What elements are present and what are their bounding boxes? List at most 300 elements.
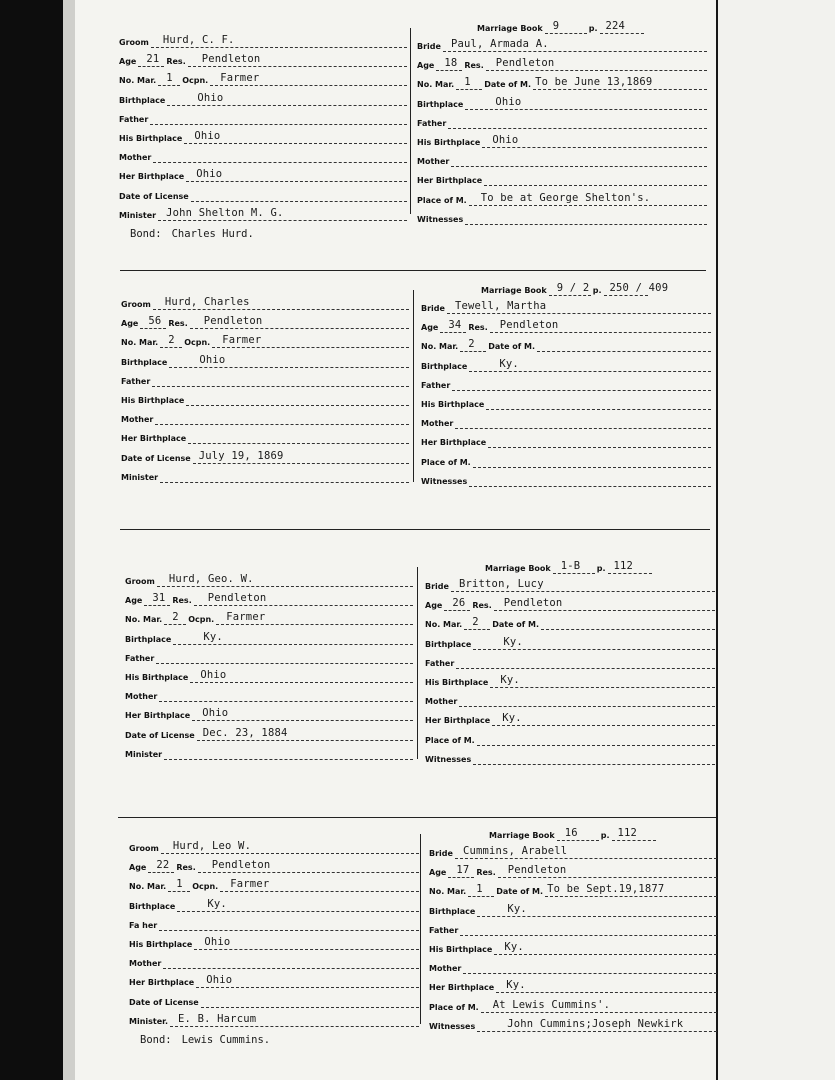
bride-witnesses-value: John Cummins;Joseph Newkirk	[507, 1017, 684, 1030]
bride-his-birthplace-label: His Birthplace	[429, 945, 493, 954]
bond-note	[130, 228, 254, 240]
groom-date-of-license-label: Date of License	[121, 453, 191, 463]
groom-name-line	[153, 297, 409, 310]
groom-date-of-license-label: Date of License	[129, 997, 199, 1007]
bride-birthplace-line	[473, 637, 715, 650]
groom-his-birthplace-label: His Birthplace	[119, 134, 183, 143]
groom-her-birthplace-line	[188, 431, 409, 444]
groom-mother-row	[129, 955, 419, 969]
bride-age-row	[425, 597, 715, 611]
bride-age-row	[421, 319, 711, 333]
bride-name-line	[443, 39, 707, 52]
bride-birthplace-label: Birthplace	[421, 361, 468, 371]
groom-name-label: Groom	[121, 300, 151, 309]
page-value: 250 / 409	[609, 282, 669, 294]
groom-father-label: Fa her	[129, 920, 158, 930]
marriage-book-label: Marriage Book	[477, 24, 543, 33]
bride-father-line	[460, 923, 717, 936]
groom-her-birthplace-row	[121, 430, 409, 444]
groom-date-of-license-row	[119, 188, 407, 202]
bride-father-label: Father	[429, 925, 459, 935]
bride-mother-line	[463, 961, 717, 974]
bride-age-label: Age	[421, 323, 439, 333]
page-line	[608, 561, 652, 574]
groom-no-mar-label-2: Ocpn.	[182, 76, 209, 86]
bride-father-row	[417, 115, 707, 129]
groom-father-line	[152, 374, 409, 387]
groom-age-label: Age	[125, 596, 143, 606]
bride-father-label: Father	[417, 118, 447, 128]
bond-value: Lewis Cummins.	[181, 1034, 271, 1046]
column-divider	[417, 567, 418, 759]
groom-no-mar-line-2	[212, 335, 409, 348]
groom-name-row	[119, 34, 407, 48]
bride-witnesses-label: Witnesses	[417, 214, 464, 224]
bride-her-birthplace-row	[421, 434, 711, 448]
bride-place-of-m-label: Place of M.	[417, 195, 467, 205]
groom-father-line	[150, 112, 407, 125]
groom-date-of-license-label: Date of License	[125, 730, 195, 740]
bride-place-of-m-line	[469, 193, 707, 206]
column-divider	[410, 28, 411, 214]
groom-his-birthplace-line	[184, 131, 407, 144]
groom-age-line	[148, 860, 174, 873]
card-separator	[118, 817, 716, 818]
page-value: 112	[613, 560, 634, 572]
groom-age-value: 31	[152, 592, 166, 605]
bride-birthplace-label: Birthplace	[417, 99, 464, 109]
groom-birthplace-value: Ky.	[203, 630, 223, 643]
bride-age-label: Age	[429, 868, 447, 878]
groom-birthplace-line	[173, 632, 413, 645]
bride-name-value: Tewell, Martha	[454, 300, 547, 312]
groom-date-of-license-row	[129, 994, 419, 1008]
marriage-book-line	[545, 21, 587, 34]
bride-place-of-m-row	[421, 454, 711, 468]
groom-age-label: Age	[129, 863, 147, 873]
groom-birthplace-label: Birthplace	[121, 357, 168, 367]
marriage-book-value: 9 / 2	[556, 282, 590, 294]
sheet-edge	[716, 0, 718, 1080]
bride-her-birthplace-value: Ky.	[506, 979, 526, 992]
groom-no-mar-value: 2	[168, 334, 175, 347]
groom-no-mar-line-2	[210, 73, 407, 86]
groom-her-birthplace-label: Her Birthplace	[125, 711, 191, 721]
bride-name-value: Cummins, Arabell	[462, 845, 568, 857]
groom-her-birthplace-label: Her Birthplace	[119, 172, 185, 182]
bride-her-birthplace-line	[484, 173, 707, 186]
groom-age-label-2: Res.	[172, 596, 192, 606]
bride-no-mar-line-2	[541, 617, 715, 630]
groom-her-birthplace-line	[186, 169, 407, 182]
bride-name-value: Paul, Armada A.	[450, 38, 549, 50]
film-border	[0, 0, 63, 1080]
groom-minister-label: Minister	[125, 749, 163, 759]
bride-name-line	[447, 301, 711, 314]
bride-witnesses-label: Witnesses	[425, 754, 472, 764]
groom-no-mar-value-2: Farmer	[226, 611, 266, 624]
groom-birthplace-value: Ohio	[199, 353, 226, 366]
bride-his-birthplace-line	[482, 135, 707, 148]
bride-no-mar-value: 1	[476, 883, 483, 896]
groom-age-label: Age	[121, 319, 139, 329]
page-label: p.	[596, 564, 606, 573]
groom-his-birthplace-row	[125, 669, 413, 683]
groom-no-mar-line-2	[216, 612, 413, 625]
bride-birthplace-value: Ky.	[507, 902, 527, 915]
column-divider	[413, 290, 414, 482]
groom-father-row	[129, 917, 419, 931]
groom-name-label: Groom	[129, 844, 159, 853]
marriage-book-row	[477, 20, 677, 34]
groom-date-of-license-line	[193, 451, 409, 464]
bride-age-value: 34	[448, 319, 462, 332]
bride-place-of-m-line	[481, 1000, 717, 1013]
groom-minister-line	[164, 747, 413, 760]
groom-birthplace-row	[119, 92, 407, 106]
groom-mother-label: Mother	[121, 415, 154, 425]
page-label: p.	[588, 24, 598, 33]
bride-age-row	[429, 864, 717, 878]
groom-her-birthplace-label: Her Birthplace	[121, 434, 187, 444]
page-line	[600, 21, 644, 34]
bride-mother-row	[429, 960, 717, 974]
bride-age-label: Age	[417, 61, 435, 71]
bride-his-birthplace-line	[494, 942, 717, 955]
groom-no-mar-label-2: Ocpn.	[192, 882, 219, 892]
groom-minister-line	[158, 208, 407, 221]
bride-father-row	[429, 922, 717, 936]
marriage-book-line	[553, 561, 595, 574]
groom-father-line	[156, 651, 413, 664]
groom-age-label-2: Res.	[176, 863, 196, 873]
groom-no-mar-label: No. Mar.	[125, 615, 163, 625]
bride-mother-line	[451, 154, 707, 167]
bride-place-of-m-value: At Lewis Cummins'.	[492, 998, 611, 1011]
film-margin	[63, 0, 75, 1080]
bride-witnesses-line	[465, 212, 707, 225]
bride-no-mar-row	[425, 616, 715, 630]
bride-birthplace-value: Ky.	[503, 635, 523, 648]
groom-name-line	[161, 841, 419, 854]
bride-no-mar-label: No. Mar.	[421, 342, 459, 352]
bride-place-of-m-line	[473, 455, 711, 468]
bride-his-birthplace-row	[429, 941, 717, 955]
bride-birthplace-label: Birthplace	[429, 906, 476, 916]
bride-name-label: Bride	[425, 582, 449, 591]
groom-his-birthplace-label: His Birthplace	[129, 940, 193, 949]
groom-his-birthplace-label: His Birthplace	[121, 396, 185, 405]
marriage-book-row	[485, 560, 685, 574]
bride-age-line	[448, 865, 474, 878]
bride-no-mar-label: No. Mar.	[425, 620, 463, 630]
groom-no-mar-label: No. Mar.	[119, 76, 157, 86]
bride-mother-label: Mother	[429, 964, 462, 974]
bride-name-label: Bride	[429, 849, 453, 858]
groom-minister-value: E. B. Harcum	[178, 1012, 257, 1025]
bride-mother-label: Mother	[425, 697, 458, 707]
bride-her-birthplace-line	[496, 980, 717, 993]
bride-age-label-2: Res.	[476, 868, 496, 878]
groom-age-line-2	[198, 860, 419, 873]
groom-no-mar-label-2: Ocpn.	[184, 338, 211, 348]
groom-his-birthplace-row	[129, 936, 419, 950]
page-line	[612, 828, 656, 841]
bride-no-mar-line	[456, 77, 482, 90]
groom-minister-row	[129, 1013, 419, 1027]
groom-no-mar-label: No. Mar.	[121, 338, 159, 348]
bride-her-birthplace-label: Her Birthplace	[417, 176, 483, 186]
bride-birthplace-line	[469, 359, 711, 372]
bride-her-birthplace-value: Ky.	[502, 712, 522, 725]
bride-place-of-m-row	[425, 732, 715, 746]
bride-father-row	[425, 655, 715, 669]
groom-birthplace-row	[125, 631, 413, 645]
bride-birthplace-row	[421, 358, 711, 372]
groom-age-value: 56	[148, 315, 162, 328]
bride-father-label: Father	[421, 380, 451, 390]
bride-age-label-2: Res.	[472, 601, 492, 611]
bride-age-line	[444, 598, 470, 611]
marriage-book-label: Marriage Book	[485, 564, 551, 573]
marriage-book-value: 16	[564, 827, 578, 839]
bride-her-birthplace-line	[492, 713, 715, 726]
groom-father-label: Father	[125, 653, 155, 663]
bride-mother-row	[417, 153, 707, 167]
groom-his-birthplace-line	[194, 937, 419, 950]
groom-no-mar-row	[121, 334, 409, 348]
column-divider	[420, 834, 421, 1024]
card-separator	[120, 529, 710, 530]
bride-age-line	[440, 320, 466, 333]
groom-father-line	[159, 918, 419, 931]
groom-date-of-license-row	[121, 450, 409, 464]
bond-note	[140, 1034, 270, 1046]
bride-place-of-m-label: Place of M.	[425, 735, 475, 745]
bride-his-birthplace-value: Ky.	[500, 674, 520, 686]
groom-mother-label: Mother	[119, 153, 152, 163]
groom-her-birthplace-value: Ohio	[196, 168, 223, 181]
groom-no-mar-label-2: Ocpn.	[188, 615, 215, 625]
groom-mother-line	[153, 150, 407, 163]
bride-his-birthplace-value: Ky.	[504, 941, 524, 953]
groom-birthplace-line	[177, 899, 419, 912]
groom-her-birthplace-value: Ohio	[202, 707, 229, 720]
groom-birthplace-value: Ohio	[197, 91, 224, 104]
bride-witnesses-row	[421, 473, 711, 487]
groom-mother-line	[163, 956, 419, 969]
bride-no-mar-line-2	[545, 884, 717, 897]
groom-his-birthplace-row	[119, 130, 407, 144]
bride-witnesses-line	[473, 752, 715, 765]
groom-minister-row	[121, 469, 409, 483]
bride-birthplace-row	[429, 903, 717, 917]
groom-age-line	[140, 316, 166, 329]
bride-his-birthplace-label: His Birthplace	[421, 400, 485, 409]
bride-father-line	[456, 656, 715, 669]
groom-date-of-license-line	[197, 728, 413, 741]
groom-birthplace-line	[167, 93, 407, 106]
bride-no-mar-line	[460, 339, 486, 352]
bride-her-birthplace-row	[425, 712, 715, 726]
page-value: 224	[605, 20, 626, 32]
groom-father-label: Father	[121, 376, 151, 386]
groom-no-mar-value: 1	[166, 72, 173, 85]
groom-birthplace-value: Ky.	[207, 897, 227, 910]
bride-no-mar-label-2: Date of M.	[492, 620, 540, 630]
bride-name-label: Bride	[421, 304, 445, 313]
bride-birthplace-value: Ohio	[495, 95, 522, 108]
bride-her-birthplace-label: Her Birthplace	[429, 983, 495, 993]
bride-witnesses-row	[417, 211, 707, 225]
groom-age-value-2: Pendleton	[203, 315, 263, 328]
groom-age-line-2	[194, 593, 413, 606]
marriage-book-row	[481, 282, 681, 296]
groom-her-birthplace-label: Her Birthplace	[129, 978, 195, 988]
bride-place-of-m-label: Place of M.	[421, 457, 471, 467]
bride-place-of-m-value: To be at George Shelton's.	[480, 191, 651, 204]
groom-her-birthplace-line	[196, 975, 419, 988]
bride-age-line-2	[486, 58, 707, 71]
bride-age-value-2: Pendleton	[495, 57, 555, 70]
groom-her-birthplace-value: Ohio	[206, 974, 233, 987]
bride-her-birthplace-label: Her Birthplace	[421, 438, 487, 448]
groom-age-value: 21	[146, 53, 160, 66]
bride-no-mar-row	[417, 76, 707, 90]
groom-no-mar-line	[160, 335, 182, 348]
bride-name-row	[429, 845, 717, 859]
bride-mother-row	[421, 415, 711, 429]
groom-no-mar-line	[168, 879, 190, 892]
groom-mother-label: Mother	[125, 692, 158, 702]
groom-her-birthplace-row	[119, 168, 407, 182]
bride-place-of-m-line	[477, 733, 715, 746]
bride-place-of-m-row	[429, 999, 717, 1013]
marriage-book-line	[549, 283, 591, 296]
marriage-book-line	[557, 828, 599, 841]
groom-father-row	[119, 111, 407, 125]
groom-age-row	[119, 53, 407, 67]
bride-no-mar-row	[421, 338, 711, 352]
bride-father-row	[421, 377, 711, 391]
groom-no-mar-value-2: Farmer	[230, 878, 270, 891]
page-label: p.	[600, 831, 610, 840]
groom-her-birthplace-row	[125, 707, 413, 721]
bride-no-mar-value-2: To be Sept.19,1877	[547, 883, 665, 896]
groom-age-row	[121, 315, 409, 329]
bride-her-birthplace-row	[417, 172, 707, 186]
groom-birthplace-row	[121, 354, 409, 368]
groom-his-birthplace-line	[190, 670, 413, 683]
groom-mother-label: Mother	[129, 959, 162, 969]
groom-no-mar-row	[125, 611, 413, 625]
groom-father-row	[121, 373, 409, 387]
bride-name-line	[455, 846, 717, 859]
bride-witnesses-row	[425, 751, 715, 765]
bride-place-of-m-row	[417, 192, 707, 206]
groom-father-label: Father	[119, 114, 149, 124]
bride-age-value: 18	[444, 57, 458, 70]
bride-no-mar-line	[468, 884, 494, 897]
bond-label: Bond:	[140, 1034, 172, 1046]
groom-age-row	[129, 859, 419, 873]
bride-witnesses-line	[469, 474, 711, 487]
groom-name-value: Hurd, Charles	[164, 296, 250, 308]
bride-her-birthplace-line	[488, 435, 711, 448]
groom-date-of-license-line	[201, 995, 419, 1008]
groom-age-line	[138, 54, 164, 67]
marriage-book-label: Marriage Book	[489, 831, 555, 840]
bond-value: Charles Hurd.	[171, 228, 254, 240]
groom-minister-label: Minister.	[129, 1016, 168, 1026]
bride-his-birthplace-label: His Birthplace	[425, 678, 489, 687]
groom-mother-row	[125, 688, 413, 702]
groom-age-label-2: Res.	[168, 319, 188, 329]
bride-name-line	[451, 579, 715, 592]
bride-age-line-2	[494, 598, 715, 611]
groom-no-mar-value-2: Farmer	[220, 72, 260, 85]
groom-age-value: 22	[156, 859, 170, 872]
bride-no-mar-line-2	[537, 339, 711, 352]
page-line	[604, 282, 669, 296]
groom-birthplace-label: Birthplace	[125, 634, 172, 644]
bride-place-of-m-label: Place of M.	[429, 1002, 479, 1012]
groom-mother-line	[159, 689, 413, 702]
bride-mother-label: Mother	[417, 157, 450, 167]
bride-name-row	[421, 300, 711, 314]
bride-age-value: 17	[456, 864, 470, 877]
groom-age-value-2: Pendleton	[207, 592, 267, 605]
bride-age-value-2: Pendleton	[499, 319, 559, 332]
bride-birthplace-row	[425, 636, 715, 650]
groom-date-of-license-row	[125, 727, 413, 741]
bride-age-label-2: Res.	[464, 61, 484, 71]
bride-no-mar-label-2: Date of M.	[488, 342, 536, 352]
page-value: 112	[617, 827, 638, 839]
groom-his-birthplace-line	[186, 393, 409, 406]
groom-name-value: Hurd, Geo. W.	[168, 573, 254, 585]
bride-father-line	[448, 116, 707, 129]
bride-his-birthplace-row	[425, 674, 715, 688]
bride-witnesses-line	[477, 1019, 717, 1032]
bride-age-value-2: Pendleton	[503, 597, 563, 610]
groom-minister-label: Minister	[121, 472, 159, 482]
groom-no-mar-value: 2	[172, 611, 179, 624]
groom-name-row	[121, 296, 409, 310]
groom-name-line	[157, 574, 413, 587]
bride-no-mar-label-2: Date of M.	[484, 80, 532, 90]
bride-age-row	[417, 57, 707, 71]
bond-label: Bond:	[130, 228, 162, 240]
bride-age-line-2	[490, 320, 711, 333]
groom-no-mar-line-2	[220, 879, 419, 892]
groom-birthplace-label: Birthplace	[119, 95, 166, 105]
groom-minister-label: Minister	[119, 210, 157, 220]
bride-no-mar-label-2: Date of M.	[496, 887, 544, 897]
bride-no-mar-value: 1	[464, 76, 471, 89]
bride-age-value: 26	[452, 597, 466, 610]
groom-age-label: Age	[119, 57, 137, 67]
groom-his-birthplace-label: His Birthplace	[125, 673, 189, 682]
groom-no-mar-row	[119, 72, 407, 86]
groom-father-row	[125, 650, 413, 664]
groom-name-value: Hurd, Leo W.	[172, 840, 252, 852]
groom-no-mar-line	[158, 73, 180, 86]
bride-father-line	[452, 378, 711, 391]
bride-no-mar-value: 2	[468, 338, 475, 351]
bride-no-mar-line	[464, 617, 490, 630]
bride-mother-line	[459, 694, 715, 707]
